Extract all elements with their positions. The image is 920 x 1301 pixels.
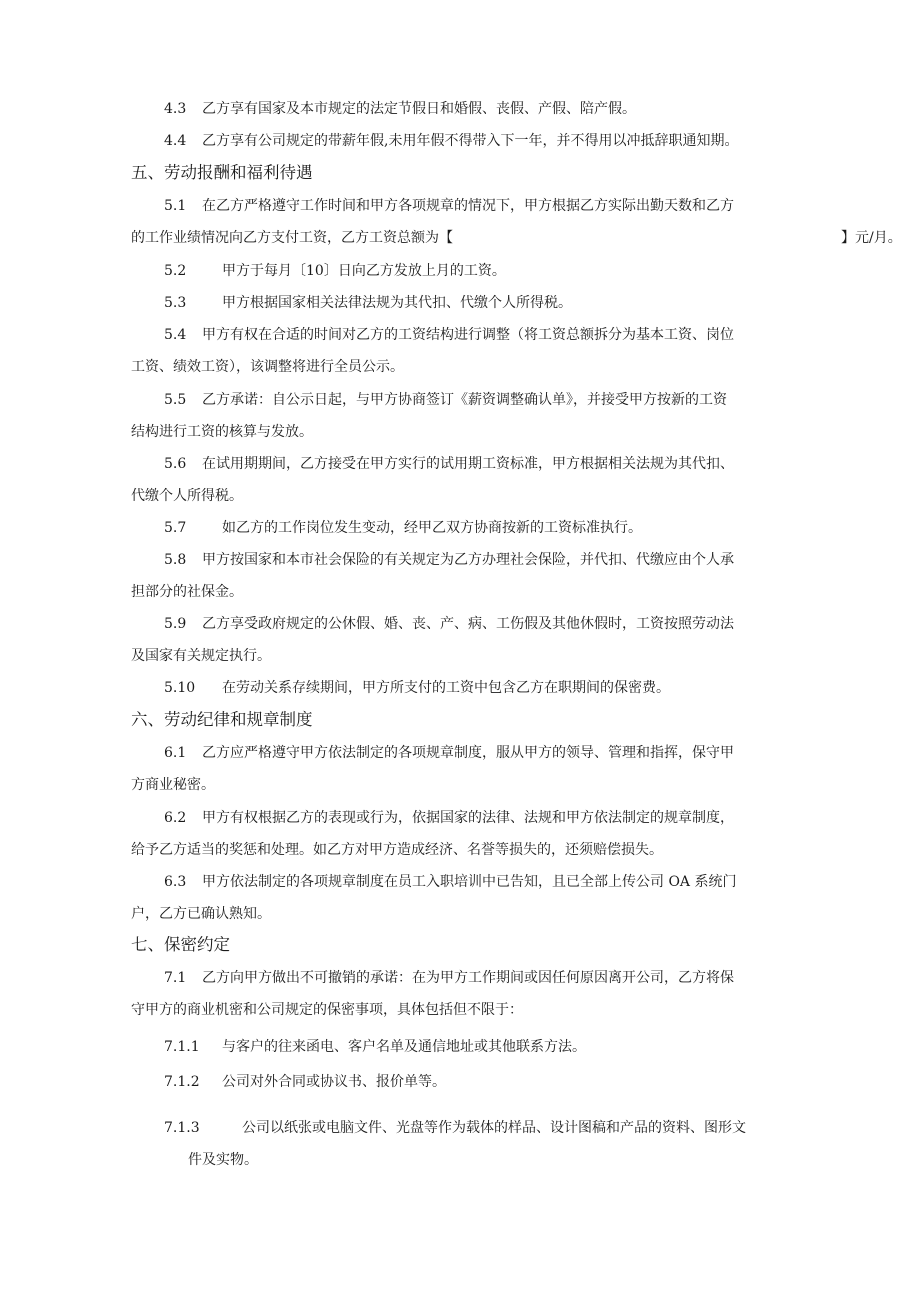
clause-text: 的工作业绩情况向乙方支付工资，乙方工资总额为【 bbox=[131, 230, 453, 246]
clause-4-3 bbox=[164, 99, 636, 119]
clause-number: 5.9 bbox=[164, 616, 187, 632]
clause-text: 在试用期期间，乙方接受在甲方实行的试用期工资标准，甲方根据相关法规为其代扣、 bbox=[202, 456, 734, 472]
clause-number: 4.3 bbox=[164, 101, 187, 117]
section-heading-5: 五、劳动报酬和福利待遇 bbox=[131, 163, 313, 182]
clause-text: 与客户的往来函电、客户名单及通信地址或其他联系方法。 bbox=[222, 1039, 586, 1055]
clause-5-8-line-1 bbox=[164, 550, 734, 570]
clause-6-2-line-2: 给予乙方适当的奖惩和处理。如乙方对甲方造成经济、名誉等损失的，还须赔偿损失。 bbox=[131, 842, 663, 858]
clause-number: 5.5 bbox=[164, 392, 187, 408]
clause-text: 乙方享受政府规定的公休假、婚、丧、产、病、工伤假及其他休假时，工资按照劳动法 bbox=[202, 616, 734, 632]
clause-7-1-3-line-1 bbox=[164, 1118, 746, 1138]
clause-text: 甲方有权根据乙方的表现或行为，依据国家的法律、法规和甲方依法制定的规章制度， bbox=[202, 810, 734, 826]
clause-5-10 bbox=[164, 678, 670, 698]
clause-number: 7.1.1 bbox=[164, 1039, 200, 1055]
clause-number: 6.2 bbox=[164, 810, 187, 826]
clause-text: 甲方按国家和本市社会保险的有关规定为乙方办理社会保险，并代扣、代缴应由个人承 bbox=[202, 552, 734, 568]
clause-text: 甲方有权在合适的时间对乙方的工资结构进行调整（将工资总额拆分为基本工资、岗位 bbox=[202, 327, 734, 343]
clause-6-3-line-1 bbox=[164, 872, 737, 892]
section-heading-6: 六、劳动纪律和规章制度 bbox=[131, 710, 313, 729]
clause-5-5-line-1 bbox=[164, 390, 727, 410]
clause-text: 在乙方严格遵守工作时间和甲方各项规章的情况下，甲方根据乙方实际出勤天数和乙方 bbox=[202, 198, 734, 214]
clause-number: 5.3 bbox=[164, 295, 187, 311]
clause-5-2 bbox=[164, 261, 506, 281]
clause-6-1-line-2: 方商业秘密。 bbox=[131, 777, 215, 793]
clause-5-9-line-2: 及国家有关规定执行。 bbox=[131, 648, 271, 664]
clause-4-4 bbox=[164, 131, 738, 151]
clause-number: 5.6 bbox=[164, 456, 187, 472]
clause-text: 乙方应严格遵守甲方依法制定的各项规章制度，服从甲方的领导、管理和指挥，保守甲 bbox=[202, 745, 734, 761]
clause-text: 在劳动关系存续期间，甲方所支付的工资中包含乙方在职期间的保密费。 bbox=[222, 680, 670, 696]
clause-number: 5.4 bbox=[164, 327, 187, 343]
clause-text: 公司对外合同或协议书、报价单等。 bbox=[222, 1074, 446, 1090]
clause-text: 】元/月。 bbox=[841, 230, 902, 246]
clause-number: 6.3 bbox=[164, 874, 187, 890]
clause-number: 5.7 bbox=[164, 520, 187, 536]
clause-5-9-line-1 bbox=[164, 614, 734, 634]
clause-5-1-line-2 bbox=[131, 228, 902, 248]
clause-number: 5.8 bbox=[164, 552, 187, 568]
clause-number: 6.1 bbox=[164, 745, 187, 761]
clause-text: 乙方承诺：自公示日起，与甲方协商签订《薪资调整确认单》，并接受甲方按新的工资 bbox=[202, 392, 727, 408]
clause-5-6-line-2: 代缴个人所得税。 bbox=[131, 488, 243, 504]
clause-7-1-1 bbox=[164, 1037, 586, 1057]
clause-text: 甲方依法制定的各项规章制度在员工入职培训中已告知，且已全部上传公司 OA 系统门 bbox=[202, 874, 737, 890]
clause-number: 7.1 bbox=[164, 970, 187, 986]
clause-6-3-line-2: 户，乙方已确认熟知。 bbox=[131, 906, 271, 922]
clause-text: 乙方享有公司规定的带薪年假,未用年假不得带入下一年，并不得用以冲抵辞职通知期。 bbox=[202, 133, 739, 149]
clause-number: 5.1 bbox=[164, 198, 187, 214]
clause-6-2-line-1 bbox=[164, 808, 734, 828]
clause-5-7 bbox=[164, 518, 642, 538]
clause-number: 4.4 bbox=[164, 133, 187, 149]
clause-5-8-line-2: 担部分的社保金。 bbox=[131, 584, 243, 600]
clause-5-4-line-1 bbox=[164, 325, 734, 345]
clause-number: 5.2 bbox=[164, 263, 187, 279]
clause-5-6-line-1 bbox=[164, 454, 734, 474]
clause-text: 乙方向甲方做出不可撤销的承诺：在为甲方工作期间或因任何原因离开公司，乙方将保 bbox=[202, 970, 734, 986]
clause-7-1-line-2: 守甲方的商业机密和公司规定的保密事项，具体包括但不限于： bbox=[131, 1002, 523, 1018]
clause-text: 甲方于每月〔10〕日向乙方发放上月的工资。 bbox=[222, 263, 506, 279]
clause-text: 如乙方的工作岗位发生变动，经甲乙双方协商按新的工资标准执行。 bbox=[222, 520, 642, 536]
clause-number: 7.1.2 bbox=[164, 1074, 200, 1090]
clause-5-5-line-2: 结构进行工资的核算与发放。 bbox=[131, 424, 313, 440]
clause-5-3 bbox=[164, 293, 572, 313]
clause-6-1-line-1 bbox=[164, 743, 734, 763]
clause-text: 公司以纸张或电脑文件、光盘等作为载体的样品、设计图稿和产品的资料、图形文 bbox=[242, 1120, 746, 1136]
clause-7-1-line-1 bbox=[164, 968, 734, 988]
clause-number: 5.10 bbox=[164, 680, 196, 696]
clause-5-1-line-1 bbox=[164, 196, 734, 216]
clause-7-1-3-line-2: 件及实物。 bbox=[188, 1152, 258, 1168]
clause-number: 7.1.3 bbox=[164, 1120, 200, 1136]
clause-text: 甲方根据国家相关法律法规为其代扣、代缴个人所得税。 bbox=[222, 295, 572, 311]
clause-7-1-2 bbox=[164, 1072, 446, 1092]
clause-5-4-line-2: 工资、绩效工资），该调整将进行全员公示。 bbox=[131, 359, 404, 375]
clause-text: 乙方享有国家及本市规定的法定节假日和婚假、丧假、产假、陪产假。 bbox=[202, 101, 636, 117]
section-heading-7: 七、保密约定 bbox=[131, 935, 230, 954]
